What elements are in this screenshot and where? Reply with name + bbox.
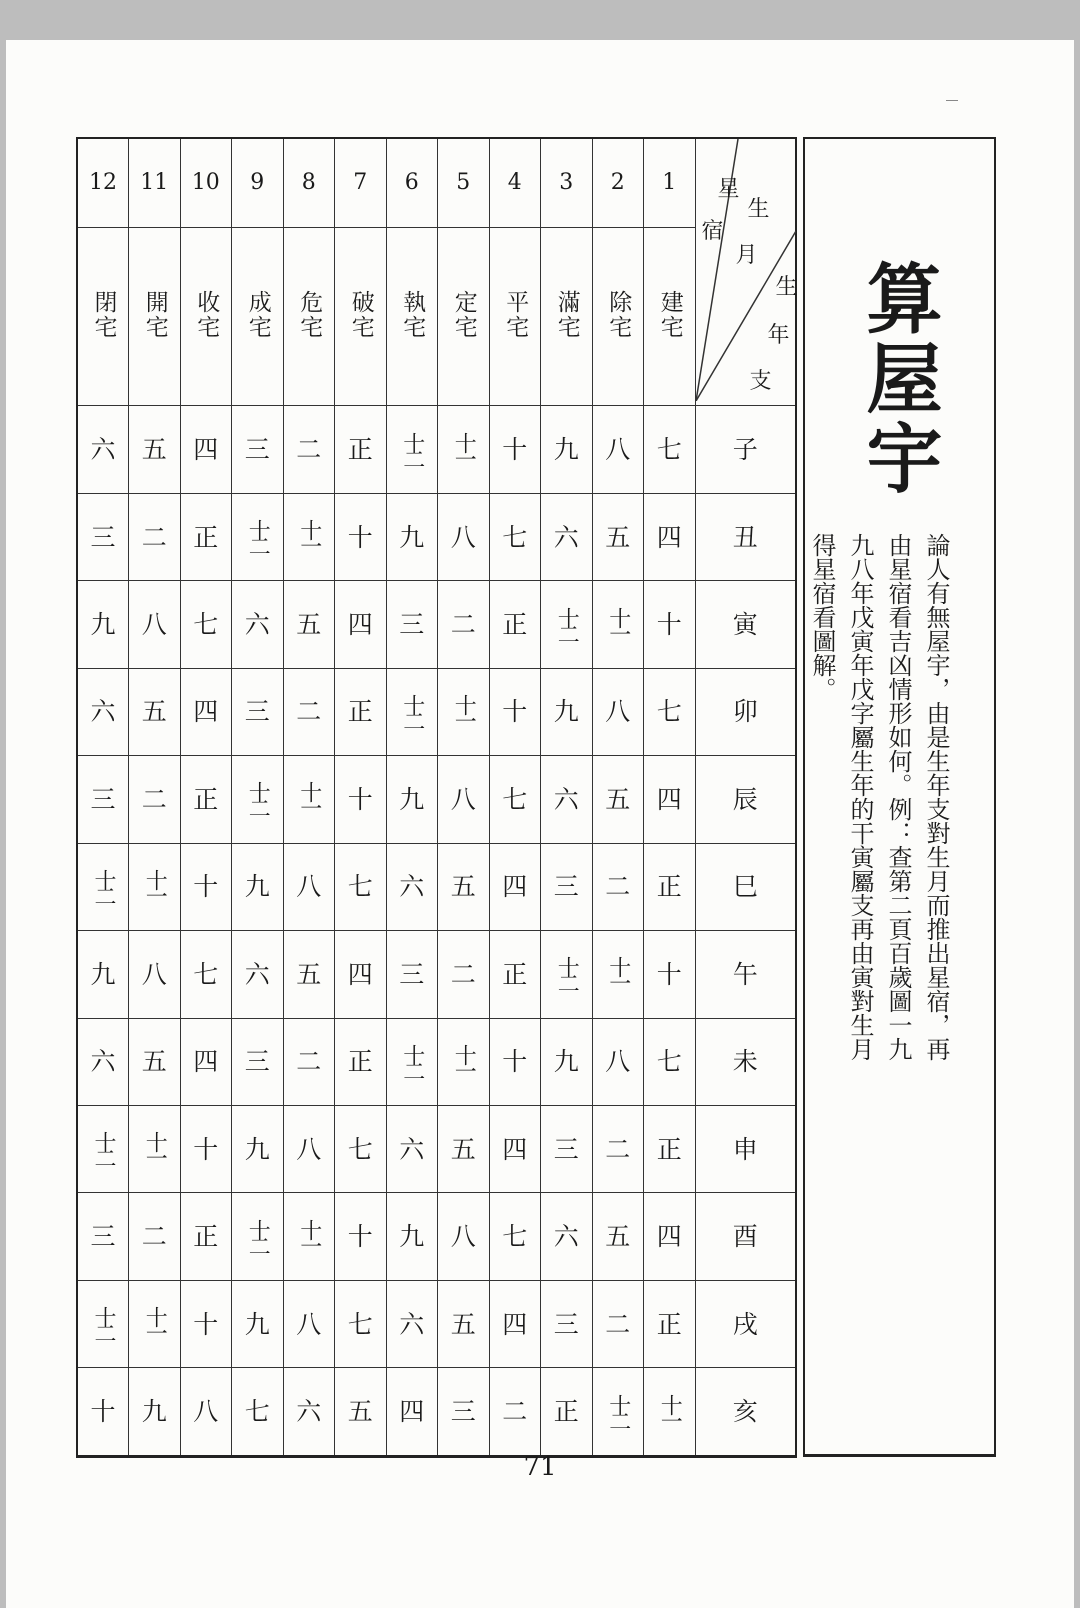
table-cell: 六 <box>77 406 129 493</box>
corner-label: 生 <box>747 197 770 222</box>
table-cell: 六 <box>283 1368 335 1457</box>
stacked-number: 十一 <box>296 519 322 552</box>
star-house-table <box>76 137 797 1458</box>
table-cell <box>129 1280 181 1367</box>
table-cell <box>283 756 335 843</box>
branch-cell: 申 <box>695 1106 796 1193</box>
table-cell: 九 <box>232 843 284 930</box>
column-number-row <box>77 138 796 228</box>
branch-cell: 午 <box>695 931 796 1018</box>
table-cell: 三 <box>232 668 284 755</box>
table-cell: 十 <box>335 493 387 580</box>
table-cell: 正 <box>335 406 387 493</box>
table-cell: 六 <box>541 1193 593 1280</box>
house-label: 執宅 <box>399 289 426 340</box>
table-cell: 四 <box>644 1193 696 1280</box>
stacked-number: 十二 <box>399 693 425 726</box>
table-cell: 八 <box>592 1018 644 1105</box>
table-cell: 五 <box>592 493 644 580</box>
table-cell: 六 <box>541 493 593 580</box>
table-cell: 四 <box>180 1018 232 1105</box>
table-cell: 七 <box>644 668 696 755</box>
column-number: 2 <box>592 138 644 228</box>
table-cell <box>283 1193 335 1280</box>
table-cell: 三 <box>541 1106 593 1193</box>
table-cell: 二 <box>438 581 490 668</box>
table-cell: 正 <box>644 843 696 930</box>
column-number: 8 <box>283 138 335 228</box>
stacked-number: 十一 <box>451 693 477 726</box>
table-cell: 正 <box>644 1106 696 1193</box>
corner-label: 年 <box>767 323 790 348</box>
table-cell <box>541 581 593 668</box>
table-cell: 五 <box>592 756 644 843</box>
stacked-number: 十二 <box>91 1306 116 1339</box>
house-label: 成宅 <box>244 289 271 340</box>
table-cell <box>386 668 438 755</box>
house-name <box>541 228 593 406</box>
table-cell: 六 <box>386 1106 438 1193</box>
stacked-number: 十一 <box>296 1218 322 1251</box>
stacked-number: 十二 <box>245 781 271 814</box>
branch-cell: 丑 <box>695 493 796 580</box>
stacked-number: 十二 <box>245 519 271 552</box>
corner-header <box>695 138 796 406</box>
corner-label: 支 <box>749 369 772 394</box>
page-number: 71 <box>523 1452 557 1482</box>
table-cell: 十 <box>77 1368 129 1457</box>
table-cell: 三 <box>438 1368 490 1457</box>
table-cell: 十 <box>489 668 541 755</box>
house-name <box>77 228 129 406</box>
table-cell: 二 <box>129 1193 181 1280</box>
table-cell: 八 <box>592 668 644 755</box>
table-cell <box>438 406 490 493</box>
table-cell: 二 <box>592 1280 644 1367</box>
table-cell: 九 <box>541 406 593 493</box>
table-cell <box>232 1193 284 1280</box>
table-cell <box>77 1280 129 1367</box>
table-cell <box>232 493 284 580</box>
table-row <box>77 493 796 580</box>
table-cell: 十 <box>180 1280 232 1367</box>
table-cell: 九 <box>232 1106 284 1193</box>
stacked-number: 十二 <box>399 1043 425 1076</box>
house-name <box>283 228 335 406</box>
corner-label: 星 <box>717 177 740 202</box>
stacked-number: 十二 <box>91 868 116 901</box>
table-cell: 七 <box>335 1106 387 1193</box>
page-title: 算屋宇 <box>854 259 943 499</box>
table-cell: 九 <box>386 756 438 843</box>
table-cell: 五 <box>129 406 181 493</box>
table-cell: 正 <box>180 493 232 580</box>
table-cell: 三 <box>77 1193 129 1280</box>
table-row <box>77 1193 796 1280</box>
table-cell: 三 <box>232 1018 284 1105</box>
table-cell: 十 <box>644 931 696 1018</box>
branch-cell: 辰 <box>695 756 796 843</box>
table-cell: 八 <box>180 1368 232 1457</box>
table-cell: 四 <box>489 1106 541 1193</box>
table-frame <box>76 137 992 1458</box>
house-name <box>386 228 438 406</box>
table-row <box>77 1106 796 1193</box>
table-cell: 七 <box>180 581 232 668</box>
stacked-number: 十一 <box>451 1043 477 1076</box>
table-cell: 八 <box>438 756 490 843</box>
table-cell: 二 <box>592 1106 644 1193</box>
table-cell <box>77 1106 129 1193</box>
table-cell <box>129 1106 181 1193</box>
house-label: 定宅 <box>450 289 477 340</box>
table-cell: 六 <box>386 1280 438 1367</box>
column-number: 7 <box>335 138 387 228</box>
table-cell: 十 <box>335 756 387 843</box>
corner-label: 宿 <box>701 219 724 244</box>
branch-cell: 亥 <box>695 1368 796 1457</box>
table-cell: 九 <box>129 1368 181 1457</box>
table-cell: 十 <box>335 1193 387 1280</box>
table-cell: 十 <box>489 406 541 493</box>
table-cell: 四 <box>335 931 387 1018</box>
house-label: 除宅 <box>605 289 632 340</box>
description-text: 論人有無屋宇，由是生年支對生月而推出星宿，再由星宿看吉凶情形如何。例：查第二頁百歲圖一九九八年戊寅年戊字屬生年的干寅屬支再由寅對生月得星宿看圖解。 <box>808 533 950 1061</box>
table-cell: 正 <box>180 1193 232 1280</box>
branch-cell: 未 <box>695 1018 796 1105</box>
table-cell: 四 <box>180 668 232 755</box>
table-cell: 八 <box>129 931 181 1018</box>
stacked-number: 十一 <box>605 956 631 989</box>
table-cell <box>232 756 284 843</box>
house-label: 開宅 <box>141 289 168 340</box>
stacked-number: 十二 <box>554 606 580 639</box>
table-cell: 八 <box>283 1106 335 1193</box>
table-cell: 十 <box>180 843 232 930</box>
table-row <box>77 668 796 755</box>
house-label: 收宅 <box>193 289 220 340</box>
table-cell: 五 <box>283 931 335 1018</box>
table-cell: 五 <box>592 1193 644 1280</box>
table-cell: 七 <box>335 843 387 930</box>
table-cell: 四 <box>180 406 232 493</box>
table-cell: 六 <box>232 931 284 1018</box>
table-cell <box>386 406 438 493</box>
column-number: 10 <box>180 138 232 228</box>
house-label: 閉宅 <box>90 289 117 340</box>
column-number: 1 <box>644 138 696 228</box>
table-cell: 二 <box>283 1018 335 1105</box>
house-label: 破宅 <box>347 289 374 340</box>
table-row <box>77 1280 796 1367</box>
table-cell: 六 <box>386 843 438 930</box>
house-name <box>335 228 387 406</box>
table-cell: 三 <box>541 843 593 930</box>
table-cell: 三 <box>386 931 438 1018</box>
stacked-number: 十一 <box>605 606 631 639</box>
table-cell <box>644 1368 696 1457</box>
table-cell: 二 <box>283 668 335 755</box>
table-cell: 十 <box>644 581 696 668</box>
column-number: 11 <box>129 138 181 228</box>
stacked-number: 十二 <box>91 1131 116 1164</box>
table-cell: 七 <box>489 493 541 580</box>
table-cell: 六 <box>77 1018 129 1105</box>
table-cell: 四 <box>644 493 696 580</box>
stacked-number: 十一 <box>296 781 322 814</box>
house-label: 危宅 <box>296 289 323 340</box>
house-name <box>489 228 541 406</box>
column-number: 5 <box>438 138 490 228</box>
table-cell <box>77 843 129 930</box>
table-cell: 四 <box>489 843 541 930</box>
stacked-number: 十一 <box>142 868 168 901</box>
table-cell: 二 <box>489 1368 541 1457</box>
branch-cell: 卯 <box>695 668 796 755</box>
table-cell: 五 <box>129 668 181 755</box>
stacked-number: 十一 <box>657 1393 683 1426</box>
table-cell: 七 <box>489 1193 541 1280</box>
table-cell <box>541 931 593 1018</box>
table-cell: 十 <box>180 1106 232 1193</box>
column-number: 9 <box>232 138 284 228</box>
table-cell: 五 <box>438 843 490 930</box>
table-cell: 二 <box>438 931 490 1018</box>
table-cell: 三 <box>77 756 129 843</box>
house-name <box>438 228 490 406</box>
stacked-number: 十二 <box>605 1393 631 1426</box>
table-cell: 十 <box>489 1018 541 1105</box>
table-cell: 九 <box>541 668 593 755</box>
table-cell <box>592 581 644 668</box>
table-cell: 九 <box>77 931 129 1018</box>
house-name <box>129 228 181 406</box>
branch-cell: 子 <box>695 406 796 493</box>
house-name <box>644 228 696 406</box>
stacked-number: 十一 <box>451 431 477 464</box>
stacked-number: 十一 <box>142 1131 168 1164</box>
table-cell: 八 <box>129 581 181 668</box>
stacked-number: 十二 <box>399 431 425 464</box>
house-name <box>232 228 284 406</box>
table-cell: 七 <box>489 756 541 843</box>
table-cell: 七 <box>180 931 232 1018</box>
table-cell: 八 <box>592 406 644 493</box>
table-cell: 八 <box>438 493 490 580</box>
table-cell: 六 <box>232 581 284 668</box>
table-row <box>77 843 796 930</box>
house-name-row <box>77 228 796 406</box>
table-cell: 九 <box>386 493 438 580</box>
table-cell: 七 <box>232 1368 284 1457</box>
table-row <box>77 1368 796 1457</box>
stacked-number: 十一 <box>142 1306 168 1339</box>
table-cell: 九 <box>386 1193 438 1280</box>
table-row <box>77 931 796 1018</box>
table-cell <box>129 843 181 930</box>
table-cell: 三 <box>386 581 438 668</box>
side-panel <box>803 137 996 1457</box>
table-cell: 三 <box>232 406 284 493</box>
table-cell: 正 <box>335 668 387 755</box>
table-cell <box>592 931 644 1018</box>
table-cell: 正 <box>180 756 232 843</box>
table-cell: 五 <box>129 1018 181 1105</box>
branch-cell: 寅 <box>695 581 796 668</box>
house-name <box>180 228 232 406</box>
table-cell: 九 <box>232 1280 284 1367</box>
table-cell: 正 <box>489 581 541 668</box>
table-cell: 正 <box>335 1018 387 1105</box>
table-cell: 三 <box>541 1280 593 1367</box>
table-cell: 五 <box>438 1106 490 1193</box>
table-cell: 正 <box>644 1280 696 1367</box>
house-label: 平宅 <box>502 289 529 340</box>
table-cell: 五 <box>438 1280 490 1367</box>
table-cell: 八 <box>283 1280 335 1367</box>
table-cell: 四 <box>489 1280 541 1367</box>
table-cell: 二 <box>129 756 181 843</box>
table-cell: 八 <box>283 843 335 930</box>
table-row <box>77 581 796 668</box>
table-cell: 七 <box>644 406 696 493</box>
branch-cell: 巳 <box>695 843 796 930</box>
table-row <box>77 406 796 493</box>
table-cell: 正 <box>541 1368 593 1457</box>
column-number: 4 <box>489 138 541 228</box>
table-cell: 七 <box>335 1280 387 1367</box>
table-cell: 四 <box>386 1368 438 1457</box>
branch-cell: 酉 <box>695 1193 796 1280</box>
table-cell: 六 <box>77 668 129 755</box>
table-cell: 五 <box>335 1368 387 1457</box>
table-cell <box>438 1018 490 1105</box>
column-number: 3 <box>541 138 593 228</box>
house-label: 建宅 <box>656 289 683 340</box>
table-cell: 六 <box>541 756 593 843</box>
house-name <box>592 228 644 406</box>
table-cell <box>386 1018 438 1105</box>
table-cell: 二 <box>129 493 181 580</box>
table-cell: 正 <box>489 931 541 1018</box>
column-number: 6 <box>386 138 438 228</box>
corner-diagram <box>696 139 796 405</box>
table-cell: 三 <box>77 493 129 580</box>
table-cell: 五 <box>283 581 335 668</box>
table-cell: 二 <box>592 843 644 930</box>
table-cell <box>283 493 335 580</box>
column-number: 12 <box>77 138 129 228</box>
stacked-number: 十二 <box>554 956 580 989</box>
table-cell <box>438 668 490 755</box>
table-cell: 四 <box>644 756 696 843</box>
table-cell: 九 <box>77 581 129 668</box>
corner-label: 生 <box>775 275 798 300</box>
table-cell: 九 <box>541 1018 593 1105</box>
table-cell <box>592 1368 644 1457</box>
house-label: 滿宅 <box>553 289 580 340</box>
table-cell: 七 <box>644 1018 696 1105</box>
table-cell: 八 <box>438 1193 490 1280</box>
table-row <box>77 1018 796 1105</box>
table-row <box>77 756 796 843</box>
scan-mark <box>946 100 958 101</box>
table-cell: 四 <box>335 581 387 668</box>
corner-label: 月 <box>735 243 758 268</box>
branch-cell: 戌 <box>695 1280 796 1367</box>
stacked-number: 十二 <box>245 1218 271 1251</box>
table-cell: 二 <box>283 406 335 493</box>
